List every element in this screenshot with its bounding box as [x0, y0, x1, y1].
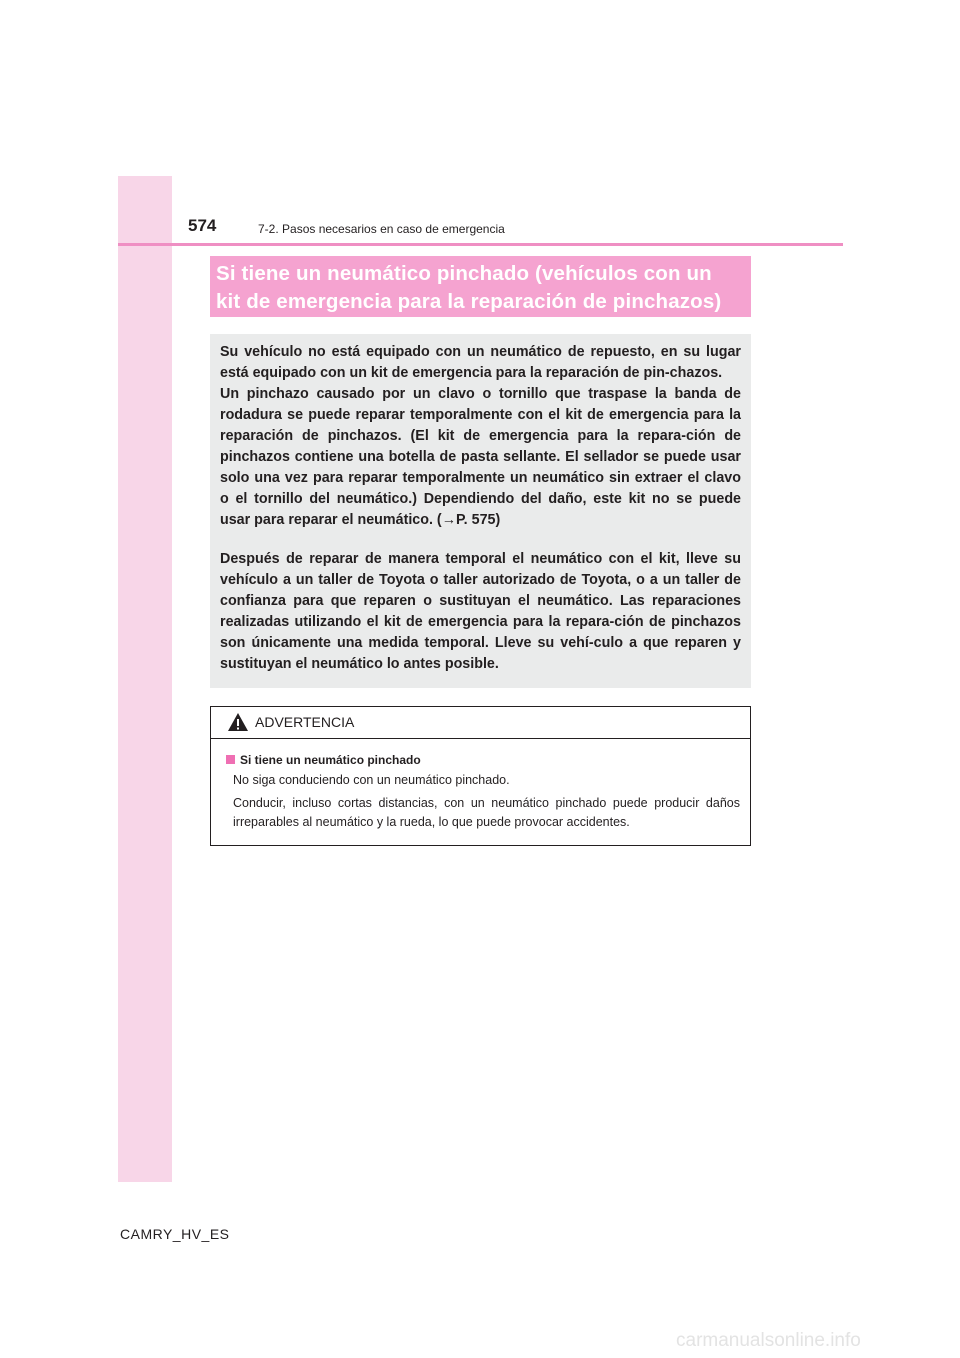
title-line-2: kit de emergencia para la reparación de pinchazos): [216, 290, 722, 313]
warning-header: [211, 707, 750, 739]
title-banner: [210, 256, 751, 317]
warning-heading: [226, 753, 421, 767]
title-line-1: Si tiene un neumático pinchado (vehículos con un: [216, 262, 712, 285]
side-tab-band: [118, 176, 172, 1182]
page-number: 574: [188, 216, 217, 235]
warning-triangle-icon: [227, 712, 249, 732]
intro-paragraph-1: Su vehículo no está equipado con un neumático de repuesto, en su lugar está equipado con un kit de emergencia para la reparación de pin-chazos. Un pinchazo causado por un clavo o tornillo que traspase la banda de rodadura se puede reparar temporalmente con el kit de emergencia para la reparación de pinchazos. (El kit de emergencia para la repara-ción de pinchazos contiene una botella de pasta sellante. El sellador se puede usar solo una vez para reparar temporalmente un neumático sin extraer el clavo o el tornillo del neumático.) Dependiendo del daño, este kit no se puede usar para reparar el neumático. (→P. 575): [220, 344, 741, 528]
footer-model-code: CAMRY_HV_ES: [120, 1226, 230, 1242]
site-watermark: carmanualsonline.info: [676, 1330, 861, 1351]
warning-text-2: Conducir, incluso cortas distancias, con un neumático pinchado puede producir daños irreparables al neumático y la rueda, lo que puede provocar accidentes.: [233, 796, 740, 829]
intro-paragraph-2: Después de reparar de manera temporal el neumático con el kit, lleve su vehículo a un taller de Toyota o taller autorizado de Toyota, o a un taller de confianza para que reparen o sustituyan el neumático. Las reparaciones realizadas utilizando el kit de emergencia para la repara-ción de pinchazos son únicamente una medida temporal. Lleve su vehí-culo a que reparen y sustituyan el neumático lo antes posible.: [220, 551, 741, 672]
square-bullet-icon: [226, 755, 235, 764]
warning-text-1: No siga conduciendo con un neumático pinchado.: [233, 773, 510, 787]
warning-title: ADVERTENCIA: [255, 714, 355, 730]
section-label: 7-2. Pasos necesarios en caso de emergencia: [258, 222, 505, 236]
header-divider: [118, 243, 843, 246]
warning-heading-text: Si tiene un neumático pinchado: [240, 753, 421, 767]
intro-box: [210, 334, 751, 688]
warning-box: [210, 706, 751, 846]
